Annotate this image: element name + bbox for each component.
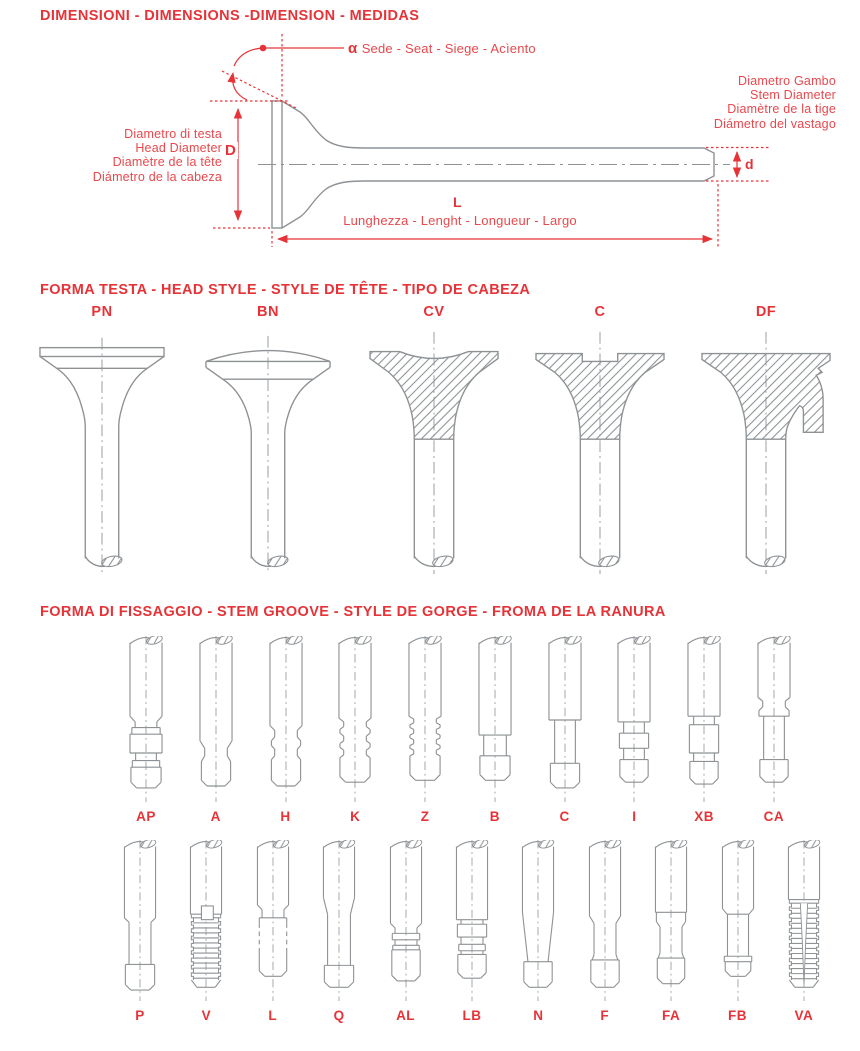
dimensions-title: DIMENSIONI - DIMENSIONS -DIMENSION - MEDIDAS [40, 8, 420, 24]
seat-label-text: Sede - Seat - Siege - Acìento [361, 41, 536, 56]
seat-leader-dot [260, 45, 267, 52]
stem-code-al: AL [396, 1008, 416, 1023]
stem-groove-title: FORMA DI FISSAGGIO - STEM GROOVE - STYLE DE GORGE - FROMA DE LA RANURA [40, 604, 666, 620]
head-code-bn: BN [257, 304, 279, 320]
stem-groove-row-2 [108, 840, 836, 1023]
symbol-head-diameter: D [225, 142, 236, 159]
stem-a [182, 636, 250, 824]
stem-ap [112, 636, 180, 824]
stem-l [241, 840, 305, 1023]
head-figure-c [525, 324, 675, 582]
stem-code-i: I [632, 809, 637, 824]
stem-code-l: L [268, 1008, 278, 1023]
stem-figure-c [532, 636, 598, 804]
stem-q [307, 840, 371, 1023]
stem-va [772, 840, 836, 1023]
head-diameter-label [40, 127, 222, 184]
stem-code-va: VA [794, 1008, 814, 1023]
head-figure-bn [193, 324, 343, 582]
stem-diameter-label [616, 74, 836, 131]
head-style-df [686, 304, 846, 582]
dimensions-section [0, 0, 860, 278]
stem-k [321, 636, 389, 824]
stem-al [374, 840, 438, 1023]
head-diameter-line-es: Diámetro de la cabeza [92, 169, 222, 184]
stem-h [252, 636, 320, 824]
stem-xb [670, 636, 738, 824]
stem-figure-l [241, 840, 305, 1003]
stem-figure-f [573, 840, 637, 1003]
stem-code-xb: XB [694, 809, 714, 824]
head-code-c: C [594, 304, 606, 320]
stem-code-lb: LB [462, 1008, 482, 1023]
stem-figure-i [601, 636, 667, 804]
stem-fa [639, 840, 703, 1023]
stem-ca [740, 636, 808, 824]
stem-diameter-line-es: Diámetro del vastago [713, 116, 836, 131]
stem-figure-ca [741, 636, 807, 804]
symbol-length: L [453, 194, 462, 210]
stem-code-v: V [201, 1008, 212, 1023]
head-code-cv: CV [423, 304, 445, 320]
seat-angle-label [348, 40, 536, 58]
stem-code-p: P [135, 1008, 145, 1023]
stem-code-k: K [350, 809, 361, 824]
stem-figure-k [322, 636, 388, 804]
stem-code-a: A [210, 809, 221, 824]
stem-lb [440, 840, 504, 1023]
head-figure-df [691, 324, 841, 582]
stem-diameter-line-en: Stem Diameter [750, 88, 836, 103]
stem-figure-z [392, 636, 458, 804]
stem-code-ap: AP [136, 809, 156, 824]
head-figure-cv [359, 324, 509, 582]
stem-figure-xb [671, 636, 737, 804]
stem-v [174, 840, 238, 1023]
stem-code-c: C [559, 809, 570, 824]
stem-p [108, 840, 172, 1023]
stem-figure-p [108, 840, 172, 1003]
length-label: Lunghezza - Lenght - Longueur - Largo [343, 213, 577, 228]
stem-figure-b [462, 636, 528, 804]
alpha-symbol: α [348, 40, 358, 57]
head-style-bn [188, 304, 348, 582]
stem-figure-q [307, 840, 371, 1003]
stem-b [461, 636, 529, 824]
head-style-pn [22, 304, 182, 582]
head-style-section [0, 278, 860, 602]
stem-figure-h [253, 636, 319, 804]
stem-figure-n [506, 840, 570, 1003]
stem-figure-fb [706, 840, 770, 1003]
stem-figure-v [174, 840, 238, 1003]
stem-code-h: H [280, 809, 291, 824]
stem-z [391, 636, 459, 824]
head-diameter-line-it: Diametro di testa [124, 127, 222, 141]
stem-code-fb: FB [728, 1008, 748, 1023]
symbol-stem-diameter: d [745, 156, 754, 172]
stem-figure-al [374, 840, 438, 1003]
stem-fb [706, 840, 770, 1023]
stem-figure-lb [440, 840, 504, 1003]
head-style-title: FORMA TESTA - HEAD STYLE - STYLE DE TÊTE - TIPO DE CABEZA [40, 282, 531, 298]
stem-groove-section [0, 602, 860, 1051]
stem-diameter-line-it: Diametro Gambo [738, 74, 836, 88]
stem-figure-fa [639, 840, 703, 1003]
stem-c [531, 636, 599, 824]
stem-code-z: Z [420, 809, 430, 824]
head-style-cv [354, 304, 514, 582]
stem-groove-row-1 [112, 636, 808, 824]
head-style-figures [22, 304, 846, 582]
head-diameter-line-en: Head Diameter [135, 141, 222, 156]
stem-code-q: Q [333, 1008, 345, 1023]
stem-code-b: B [489, 809, 500, 824]
stem-n [506, 840, 570, 1023]
head-figure-pn [27, 324, 177, 582]
stem-code-ca: CA [763, 809, 785, 824]
head-code-df: DF [755, 304, 777, 320]
head-code-pn: PN [91, 304, 113, 320]
head-diameter-line-fr: Diamètre de la tête [112, 155, 222, 170]
stem-i [600, 636, 668, 824]
stem-figure-ap [113, 636, 179, 804]
head-style-c [520, 304, 680, 582]
stem-diameter-line-fr: Diamètre de la tige [727, 102, 836, 117]
stem-code-fa: FA [661, 1008, 681, 1023]
stem-figure-va [772, 840, 836, 1003]
stem-code-f: F [600, 1008, 610, 1023]
stem-f [573, 840, 637, 1023]
stem-code-n: N [533, 1008, 544, 1023]
stem-figure-a [183, 636, 249, 804]
